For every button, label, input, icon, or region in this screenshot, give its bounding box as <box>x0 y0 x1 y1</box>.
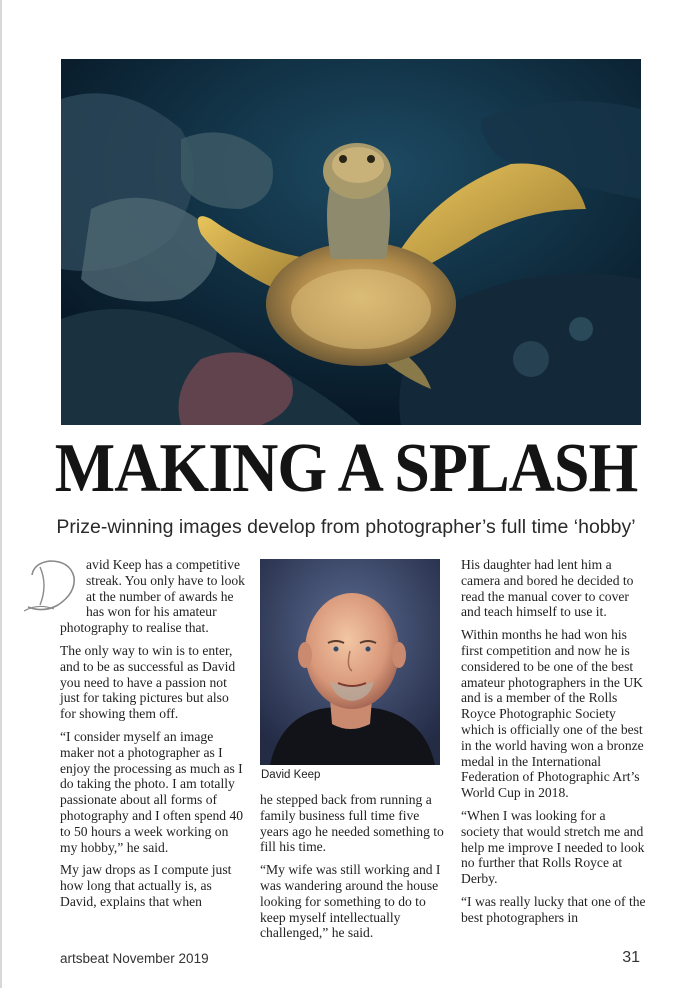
paragraph: Within months he had won his first competition and now he is considered to be one of the best amateur photographers in the UK and is a member of the Rolls Royce Photographic Society which is officially one of the best in the world having won a bronze medal in the International Federation of Photographic Art’s World Cup in 2018. <box>461 627 644 801</box>
sea-turtle-photo <box>61 59 641 425</box>
paragraph: His daughter had lent him a camera and bored he decided to read the manual cover to cover and teach himself to use it. <box>461 557 634 620</box>
headline: MAKING A SPLASH <box>54 428 638 507</box>
portrait-caption: David Keep <box>261 769 321 781</box>
paragraph-text: avid Keep has a competitive streak. You only have to look at the number of awards he has won for his amateur photography to realise that. <box>60 557 245 636</box>
david-keep-portrait-photo <box>260 559 440 765</box>
paragraph: “I consider myself an image maker not a photographer as I enjoy the processing as much as I do taking the photo. I am totally passionate about all forms of photography and I often spend 40 to 50 hours a week working on my hobby,” he said. <box>60 728 244 855</box>
column-2 <box>260 792 448 948</box>
paragraph: he stepped back from running a family business full time five years ago he needed something to fill his time. <box>260 792 444 855</box>
paragraph: “My wife was still working and I was wandering around the house looking for something to do to keep myself intellectually challenged,” he said. <box>260 862 441 941</box>
paragraph: “When I was looking for a society that would stretch me and help me improve I needed to look no further that Rolls Royce at Derby. <box>461 807 645 887</box>
paragraph <box>60 557 246 636</box>
page-number: 31 <box>622 949 640 966</box>
subtitle: Prize-winning images develop from photographer’s full time ‘hobby’ <box>56 516 636 538</box>
paragraph: My jaw drops as I compute just how long that actually is, as David, explains that when <box>60 862 232 909</box>
paragraph: “I was really lucky that one of the best photographers in <box>461 893 646 925</box>
column-1 <box>60 557 246 917</box>
drop-cap <box>24 555 82 617</box>
paragraph: The only way to win is to enter, and to be as successful as David you need to have a passion not just for taking pictures but also for showing them off. <box>60 642 236 722</box>
column-3 <box>461 557 646 933</box>
publication-footer: artsbeat November 2019 <box>60 951 209 966</box>
